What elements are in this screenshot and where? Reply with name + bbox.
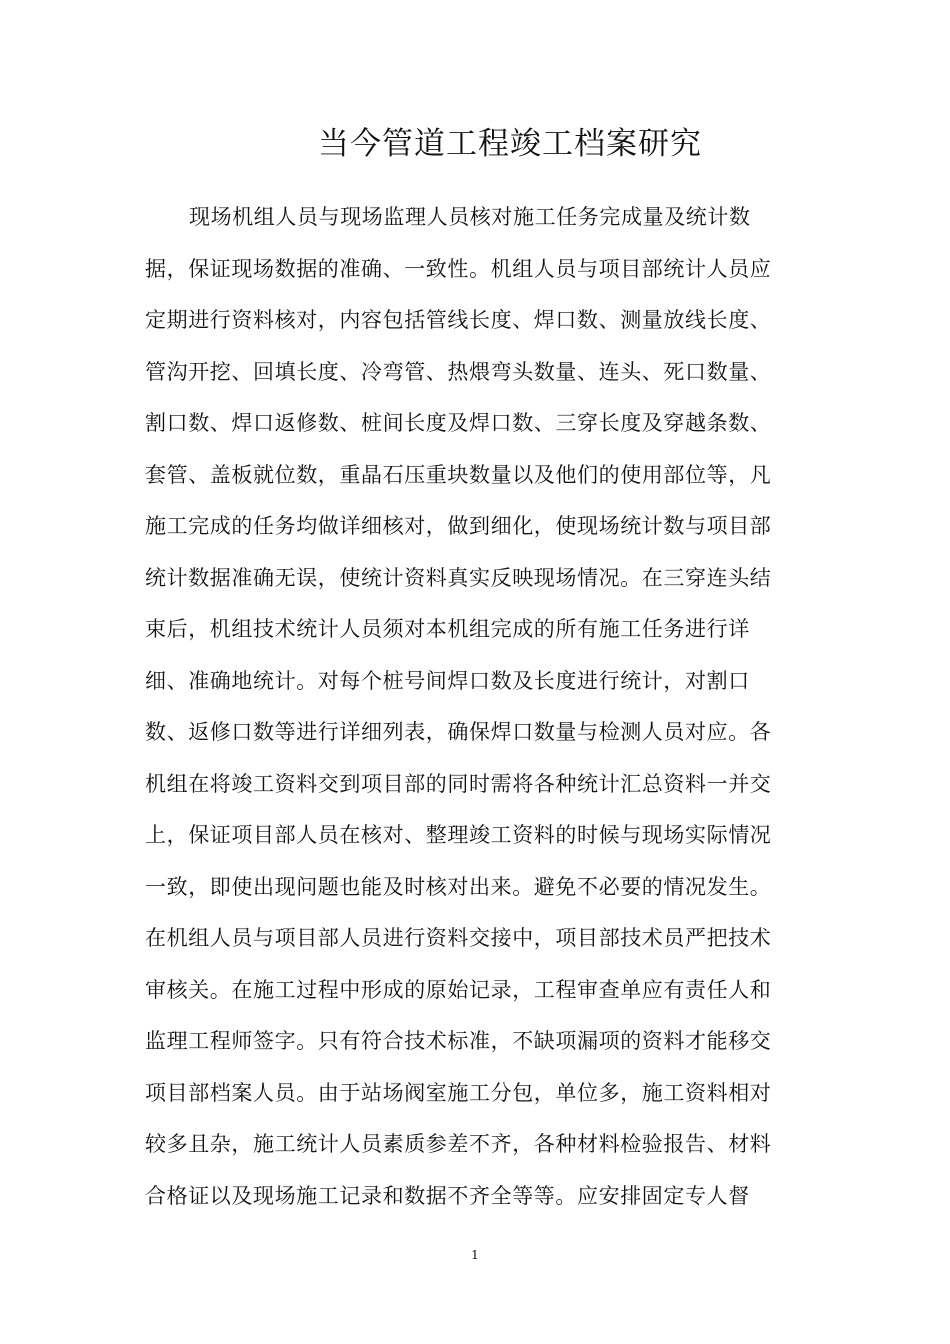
text-line: 上，保证项目部人员在核对、整理竣工资料的时候与现场实际情况 [145,823,772,847]
text-line: 据，保证现场数据的准确、一致性。机组人员与项目部统计人员应 [145,256,772,281]
text-line: 审核关。在施工过程中形成的原始记录，工程审查单应有责任人和 [145,977,772,1002]
text-line: 施工完成的任务均做详细核对，做到细化，使现场统计数与项目部 [145,514,772,538]
text-line: 合格证以及现场施工记录和数据不齐全等等。应安排固定专人督 [145,1183,750,1208]
text-line: 细、准确地统计。对每个桩号间焊口数及长度进行统计，对割口 [145,668,750,693]
text-line: 一致，即使出现问题也能及时核对出来。避免不必要的情况发生。 [145,874,772,899]
text-line: 现场机组人员与现场监理人员核对施工任务完成量及统计数 [189,205,751,229]
document-title: 当今管道工程竣工档案研究 [318,126,702,162]
text-line: 较多且杂，施工统计人员素质参差不齐，各种材料检验报告、材料 [145,1132,772,1156]
body-paragraph [145,192,800,1222]
text-line: 监理工程师签字。只有符合技术标准，不缺项漏项的资料才能移交 [145,1029,772,1053]
page-number: 1 [471,1248,479,1262]
text-line: 割口数、焊口返修数、桩间长度及焊口数、三穿长度及穿越条数、 [145,411,772,435]
text-line: 管沟开挖、回填长度、冷弯管、热煨弯头数量、连头、死口数量、 [145,359,772,384]
text-line: 套管、盖板就位数，重晶石压重块数量以及他们的使用部位等，凡 [145,462,772,487]
text-line: 束后，机组技术统计人员须对本机组完成的所有施工任务进行详 [145,617,750,641]
text-line: 项目部档案人员。由于站场阀室施工分包，单位多，施工资料相对 [145,1080,772,1105]
text-line: 统计数据准确无误，使统计资料真实反映现场情况。在三穿连头结 [145,565,772,590]
text-line: 数、返修口数等进行详细列表，确保焊口数量与检测人员对应。各 [145,720,772,744]
text-line: 定期进行资料核对，内容包括管线长度、焊口数、测量放线长度、 [145,308,772,332]
text-line: 在机组人员与项目部人员进行资料交接中，项目部技术员严把技术 [145,926,772,950]
text-line: 机组在将竣工资料交到项目部的同时需将各种统计汇总资料一并交 [145,771,772,796]
